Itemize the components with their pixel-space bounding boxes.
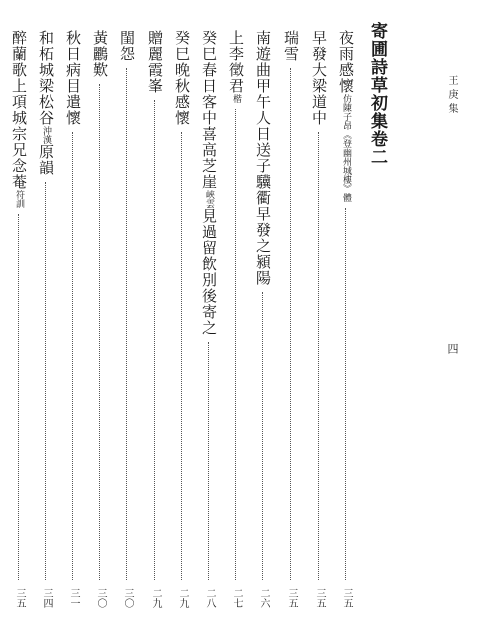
entry-title-text: 秋日病目遣懷 — [64, 30, 82, 126]
toc-entry — [62, 30, 84, 608]
entry-title — [144, 30, 166, 94]
entry-title-text: 南遊曲甲午人日送子驥衢早發之潁陽 — [254, 30, 272, 286]
entry-title — [171, 30, 193, 126]
entry-title — [8, 30, 30, 208]
entry-note: 符訓 — [14, 190, 24, 208]
toc-entry — [198, 30, 220, 608]
entry-page-number: 三四 — [41, 588, 52, 608]
entry-note: 沖漢 — [41, 126, 51, 144]
entry-title-continued: 原韻 — [37, 144, 55, 176]
entry-page-number: 二九 — [150, 588, 161, 608]
toc-entry — [144, 30, 166, 608]
dot-leader — [318, 132, 319, 580]
entry-title-text: 醉蘭歌上項城宗兄念菴 — [10, 30, 28, 190]
entry-title — [308, 30, 330, 126]
entry-title-text: 和柘城梁松谷 — [37, 30, 55, 126]
entry-page-number: 二九 — [177, 588, 188, 608]
entry-note: 楷 — [231, 94, 241, 103]
entry-title — [225, 30, 247, 103]
entry-title — [280, 30, 302, 62]
toc-entry — [89, 30, 111, 608]
entry-page-number: 二六 — [258, 588, 269, 608]
entry-title-text: 黃鸝歎 — [91, 30, 109, 78]
dot-leader — [18, 214, 19, 580]
dot-leader — [262, 292, 263, 580]
toc-entry — [8, 30, 30, 608]
dot-leader — [181, 132, 182, 580]
running-head: 王庚集 — [446, 75, 457, 117]
toc-entry — [116, 30, 138, 608]
entry-title — [62, 30, 84, 126]
toc-entry — [171, 30, 193, 608]
entry-title-text: 夜雨感懷 — [337, 30, 355, 94]
entry-note: 仿陳子昂《登幽州城樓》體 — [341, 94, 351, 202]
dot-leader — [290, 68, 291, 580]
toc-entry — [225, 30, 247, 608]
entry-title-text: 早發大梁道中 — [310, 30, 328, 126]
dot-leader — [72, 132, 73, 580]
entry-title-continued: 見過留飲別後寄之 — [200, 208, 218, 336]
toc-entry — [308, 30, 330, 608]
toc-entry — [280, 30, 302, 608]
entry-title — [89, 30, 111, 78]
entry-page-number: 三〇 — [122, 588, 133, 608]
entry-page-number: 三五 — [14, 588, 25, 608]
entry-page-number: 二七 — [231, 588, 242, 608]
entry-page-number: 三一 — [68, 588, 79, 608]
folio-page-number: 四 — [446, 343, 459, 354]
volume-title: 寄圃詩草初集卷二 — [367, 22, 387, 166]
dot-leader — [45, 182, 46, 580]
entry-title-text: 閨怨 — [118, 30, 136, 62]
entry-title-text: 癸巳春日客中喜高芝崖 — [200, 30, 218, 190]
dot-leader — [154, 100, 155, 580]
entry-title — [35, 30, 57, 176]
entry-title-text: 贈麗霞峯 — [146, 30, 164, 94]
entry-title — [252, 30, 274, 286]
entry-page-number: 三五 — [286, 588, 297, 608]
dot-leader — [235, 109, 236, 580]
entry-title — [116, 30, 138, 62]
toc-entry — [252, 30, 274, 608]
entry-page-number: 二八 — [204, 588, 215, 608]
dot-leader — [345, 208, 346, 580]
entry-note: 峽雲 — [204, 190, 214, 208]
toc-entry — [335, 30, 357, 608]
entry-title — [198, 30, 220, 336]
entry-page-number: 三〇 — [95, 588, 106, 608]
entry-title-text: 瑞雪 — [282, 30, 300, 62]
dot-leader — [99, 84, 100, 580]
entry-title-text: 癸巳晚秋感懷 — [173, 30, 191, 126]
dot-leader — [208, 342, 209, 580]
toc-entry — [35, 30, 57, 608]
entry-title — [335, 30, 357, 202]
entry-page-number: 三五 — [314, 588, 325, 608]
dot-leader — [126, 68, 127, 580]
entry-title-text: 上李徵君 — [227, 30, 245, 94]
entry-page-number: 三五 — [341, 588, 352, 608]
